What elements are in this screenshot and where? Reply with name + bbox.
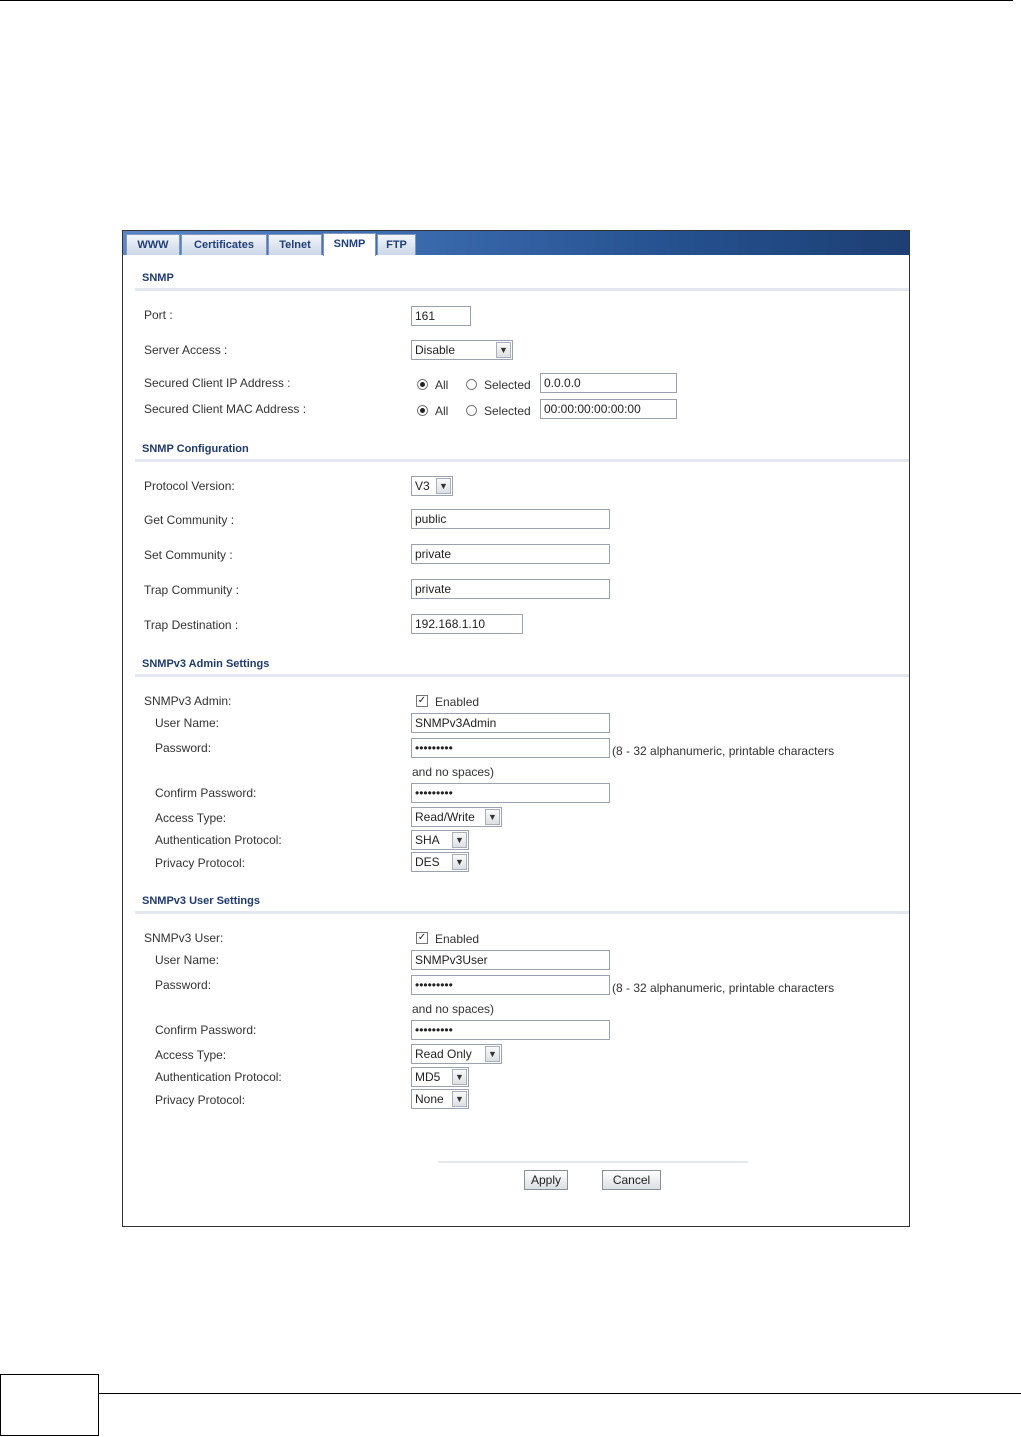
chevron-down-icon: ▼ xyxy=(452,1069,467,1085)
user-auth-protocol-select[interactable] xyxy=(411,1067,469,1087)
user-auth-protocol-label: Authentication Protocol: xyxy=(155,1070,282,1084)
user-access-type-select[interactable] xyxy=(411,1044,502,1064)
user-user-name-input[interactable]: SNMPv3User xyxy=(411,950,610,970)
tab-snmp[interactable]: SNMP xyxy=(323,233,376,256)
secured-mac-radio-all[interactable] xyxy=(417,405,428,416)
secured-ip-selected-label: Selected xyxy=(484,378,531,392)
section-title-snmpv3-user: SNMPv3 User Settings xyxy=(142,895,260,907)
section-title-snmp: SNMP xyxy=(142,272,174,284)
chevron-down-icon: ▼ xyxy=(485,809,500,825)
secured-mac-radio-selected[interactable] xyxy=(466,405,477,416)
snmpv3-admin-enabled-label: Enabled xyxy=(435,695,480,709)
admin-access-type-select[interactable] xyxy=(411,807,502,827)
secured-ip-all-label: All xyxy=(435,378,449,392)
user-password-input[interactable]: ••••••••• xyxy=(411,975,610,995)
trap-community-input[interactable]: private xyxy=(411,579,610,599)
checkmark-icon: ✓ xyxy=(417,932,427,943)
protocol-version-value: V3 xyxy=(415,479,430,493)
tab-www[interactable]: WWW xyxy=(126,234,180,255)
admin-user-name-label: User Name: xyxy=(155,716,220,730)
user-privacy-protocol-select[interactable] xyxy=(411,1089,469,1109)
user-privacy-protocol-value: None xyxy=(415,1092,444,1106)
admin-auth-protocol-label: Authentication Protocol: xyxy=(155,833,282,847)
tab-certificates[interactable]: Certificates xyxy=(181,234,267,255)
tab-telnet[interactable]: Telnet xyxy=(268,234,322,255)
user-user-name-label: User Name: xyxy=(155,953,220,967)
user-password-label: Password: xyxy=(155,978,212,992)
apply-button[interactable]: Apply xyxy=(524,1170,568,1190)
set-community-label: Set Community : xyxy=(144,548,233,562)
section-title-snmpv3-admin: SNMPv3 Admin Settings xyxy=(142,658,270,670)
admin-password-input[interactable]: ••••••••• xyxy=(411,738,610,758)
get-community-input[interactable]: public xyxy=(411,509,610,529)
trap-destination-label: Trap Destination : xyxy=(144,618,239,632)
chevron-down-icon: ▼ xyxy=(452,854,467,870)
admin-user-name-input[interactable]: SNMPv3Admin xyxy=(411,713,610,733)
admin-confirm-password-input[interactable]: ••••••••• xyxy=(411,783,610,803)
checkmark-icon: ✓ xyxy=(417,695,427,706)
chevron-down-icon: ▼ xyxy=(452,832,467,848)
admin-password-label: Password: xyxy=(155,741,212,755)
trap-community-label: Trap Community : xyxy=(144,583,239,597)
admin-privacy-protocol-select[interactable] xyxy=(411,852,469,872)
server-access-label: Server Access : xyxy=(144,343,228,357)
admin-password-hint-continued: and no spaces) xyxy=(412,765,495,779)
port-input[interactable]: 161 xyxy=(411,306,471,326)
cancel-button[interactable]: Cancel xyxy=(602,1170,661,1190)
page-bottom-rule xyxy=(0,1393,1021,1394)
snmpv3-admin-label: SNMPv3 Admin: xyxy=(144,694,232,708)
secured-mac-label: Secured Client MAC Address : xyxy=(144,402,307,416)
page-number-box xyxy=(0,1374,99,1436)
secured-ip-input[interactable]: 0.0.0.0 xyxy=(540,373,677,393)
secured-ip-radio-all[interactable] xyxy=(417,379,428,390)
snmpv3-user-enabled-checkbox[interactable] xyxy=(416,932,428,944)
secured-mac-input[interactable]: 00:00:00:00:00:00 xyxy=(540,399,677,419)
tab-bar xyxy=(123,231,909,255)
section-divider xyxy=(135,911,909,914)
chevron-down-icon: ▼ xyxy=(436,478,451,494)
page-top-rule xyxy=(0,0,1013,1)
user-auth-protocol-value: MD5 xyxy=(415,1070,441,1084)
user-password-hint-continued: and no spaces) xyxy=(412,1002,495,1016)
snmpv3-user-enabled-label: Enabled xyxy=(435,932,480,946)
user-privacy-protocol-label: Privacy Protocol: xyxy=(155,1093,246,1107)
chevron-down-icon: ▼ xyxy=(496,342,511,358)
snmp-settings-screen xyxy=(122,230,910,1227)
port-label: Port : xyxy=(144,308,173,322)
admin-access-type-value: Read/Write xyxy=(415,810,475,824)
server-access-value: Disable xyxy=(415,343,456,357)
get-community-label: Get Community : xyxy=(144,513,235,527)
admin-confirm-password-label: Confirm Password: xyxy=(155,786,257,800)
set-community-input[interactable]: private xyxy=(411,544,610,564)
server-access-select[interactable] xyxy=(411,340,513,360)
user-confirm-password-label: Confirm Password: xyxy=(155,1023,257,1037)
section-divider xyxy=(135,288,909,291)
protocol-version-select[interactable] xyxy=(411,476,453,496)
button-divider xyxy=(438,1161,748,1163)
admin-auth-protocol-select[interactable] xyxy=(411,830,469,850)
section-divider xyxy=(135,674,909,677)
secured-mac-all-label: All xyxy=(435,404,449,418)
admin-access-type-label: Access Type: xyxy=(155,811,227,825)
admin-password-hint: (8 - 32 alphanumeric, printable characters xyxy=(612,744,835,758)
user-password-hint: (8 - 32 alphanumeric, printable characters xyxy=(612,981,835,995)
admin-privacy-protocol-value: DES xyxy=(415,855,440,869)
user-confirm-password-input[interactable]: ••••••••• xyxy=(411,1020,610,1040)
section-title-snmp-configuration: SNMP Configuration xyxy=(142,443,249,455)
user-access-type-value: Read Only xyxy=(415,1047,472,1061)
tab-ftp[interactable]: FTP xyxy=(377,234,416,255)
admin-privacy-protocol-label: Privacy Protocol: xyxy=(155,856,246,870)
secured-ip-label: Secured Client IP Address : xyxy=(144,376,291,390)
secured-ip-radio-selected[interactable] xyxy=(466,379,477,390)
chevron-down-icon: ▼ xyxy=(452,1091,467,1107)
protocol-version-label: Protocol Version: xyxy=(144,479,235,493)
user-access-type-label: Access Type: xyxy=(155,1048,227,1062)
snmpv3-admin-enabled-checkbox[interactable] xyxy=(416,695,428,707)
admin-auth-protocol-value: SHA xyxy=(415,833,440,847)
section-divider xyxy=(135,459,909,462)
secured-mac-selected-label: Selected xyxy=(484,404,531,418)
chevron-down-icon: ▼ xyxy=(485,1046,500,1062)
snmpv3-user-label: SNMPv3 User: xyxy=(144,931,224,945)
trap-destination-input[interactable]: 192.168.1.10 xyxy=(411,614,523,634)
